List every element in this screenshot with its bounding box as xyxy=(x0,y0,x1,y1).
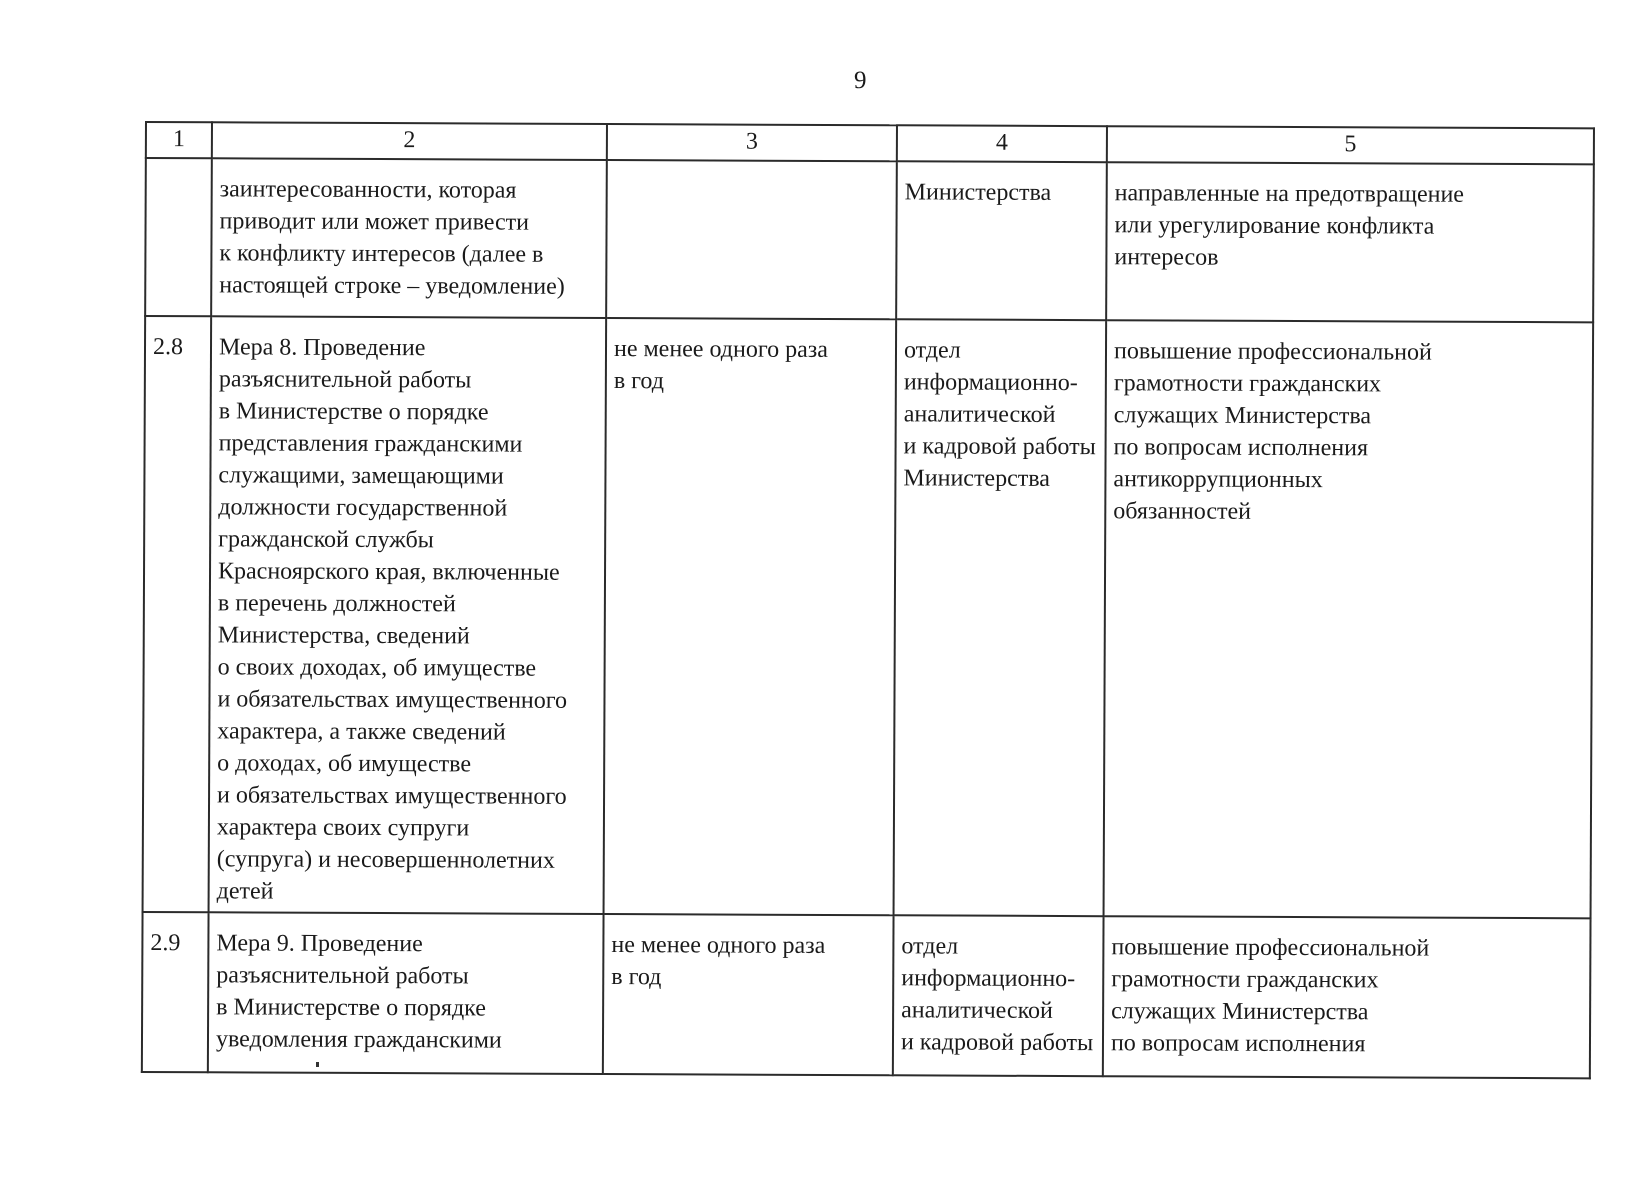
period-cell: не менее одного раза в год xyxy=(603,914,894,1075)
result-cell: повышение профессиональной грамотности гражданских служащих Министерства по вопросам исполнения xyxy=(1103,916,1591,1078)
measure-cell: Мера 8. Проведение разъяснительной работы в Министерстве о порядке представления гражданскими служащими, замещающими должности государственной гражданской службы Красноярского края, включенные в перечень должностей Министерства, сведений о своих доходах, об имуществе и обязательствах имущественного характера, а также сведений о доходах, об имуществе и обязательствах имущественного характера своих супруги (супруга) и несовершеннолетних детей xyxy=(209,316,607,914)
result-cell: повышение профессиональной грамотности гражданских служащих Министерства по вопросам исполнения антикоррупционных обязанностей xyxy=(1104,320,1594,918)
measure-cell: Мера 9. Проведение разъяснительной работы в Министерстве о порядке уведомления гражданскими xyxy=(208,912,604,1074)
header-col-2: 2 xyxy=(212,122,607,160)
measures-table xyxy=(141,121,1595,1079)
result-cell: направленные на предотвращение или урегулирование конфликта интересов xyxy=(1106,162,1594,322)
row-number xyxy=(145,158,212,316)
period-cell xyxy=(606,160,897,319)
header-col-4: 4 xyxy=(897,125,1107,162)
scan-speck xyxy=(316,1062,319,1067)
header-col-5: 5 xyxy=(1107,126,1594,164)
responsible-cell: отдел информационно- аналитической и кадровой работы xyxy=(893,915,1104,1076)
header-col-3: 3 xyxy=(607,124,897,161)
table-row xyxy=(145,158,1594,322)
responsible-cell: отдел информационно- аналитической и кадровой работы Министерства xyxy=(894,319,1107,916)
row-number: 2.9 xyxy=(142,912,209,1072)
table-row xyxy=(143,316,1594,918)
row-number: 2.8 xyxy=(143,316,212,912)
page-number: 9 xyxy=(854,67,867,94)
responsible-cell: Министерства xyxy=(896,161,1107,320)
measure-cell: заинтересованности, которая приводит или может привести к конфликту интересов (далее в настоящей строке – уведомление) xyxy=(211,158,607,318)
period-cell: не менее одного раза в год xyxy=(604,318,897,915)
table-row xyxy=(142,912,1591,1078)
header-col-1: 1 xyxy=(146,122,212,158)
